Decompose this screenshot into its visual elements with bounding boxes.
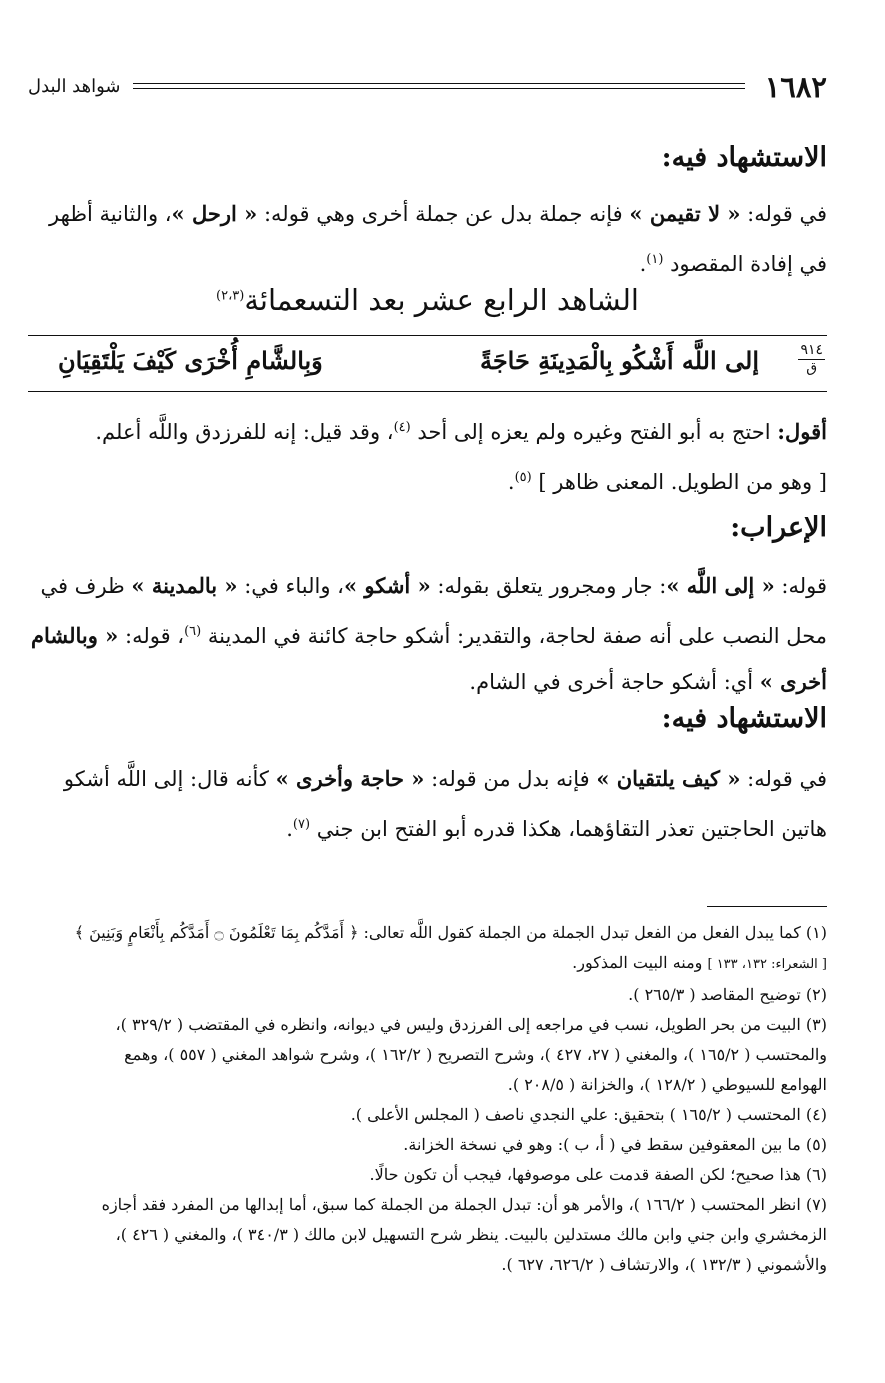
footnote-ref: (١) — [646, 252, 664, 267]
footnote-7-cont: الزمخشري وابن جني وابن مالك مستدلين بالبيت. ينظر شرح التسهيل لابن مالك ( ٣٤٠/٣ )، والمغني ( ٤٢٦ )، — [115, 1225, 827, 1244]
footnote-5: (٥) ما بين المعقوفين سقط في ( أ، ب ): وهو في نسخة الخزانة. — [403, 1135, 827, 1154]
footnote-ref: (٢،٣) — [216, 288, 245, 304]
footnote-3-cont: الهوامع للسيوطي ( ١٢٨/٢ )، والخزانة ( ٢٠٨/٥ ). — [507, 1075, 827, 1094]
verse-number: ٩١٤ ق — [800, 342, 823, 376]
verse-hemistich-first: إلى اللَّه أَشْكُو بِالْمَدِينَةِ حَاجَةً — [479, 346, 759, 375]
paragraph-line: أخرى » أي: أشكو حاجة أخرى في الشام. — [469, 669, 827, 694]
verse-box — [28, 335, 827, 392]
footnote-2: (٢) توضيح المقاصد ( ٢٦٥/٣ ). — [628, 985, 827, 1004]
paragraph-line: قوله: « إلى اللَّه »: جار ومجرور يتعلق بقوله: « أشكو »، والباء في: « بالمدينة » ظرف في — [40, 573, 827, 598]
footnote-ref: (٤) — [393, 420, 411, 435]
footnote-7: (٧) انظر المحتسب ( ١٦٦/٢ )، والأمر هو أن: تبدل الجملة من الجملة كما سبق، أما إبدالها من المفرد فقد أجازه — [101, 1195, 827, 1214]
header-double-rule — [133, 83, 745, 89]
footnote-4: (٤) المحتسب ( ١٦٥/٢ ) بتحقيق: علي النجدي ناصف ( المجلس الأعلى ). — [350, 1105, 827, 1124]
footnote-separator — [707, 906, 827, 907]
footnote-6: (٦) هذا صحيح؛ لكن الصفة قدمت على موصوفها، فيجب أن تكون حالًا. — [369, 1165, 827, 1184]
section-heading-irab: الإعراب: — [730, 512, 827, 543]
paragraph-line: في قوله: « لا تقيمن » فإنه جملة بدل عن جملة أخرى وهي قوله: « ارحل »، والثانية أظهر — [49, 201, 827, 226]
running-title: شواهد البدل — [28, 76, 121, 97]
book-page — [28, 0, 827, 1383]
paragraph-line: في قوله: « كيف يلتقيان » فإنه بدل من قوله: « حاجة وأخرى » كأنه قال: إلى اللَّه أشكو — [63, 766, 827, 791]
footnote-1-cont: [ الشعراء: ١٣٢، ١٣٣ ] ومنه البيت المذكور. — [572, 953, 827, 972]
paragraph-line: في إفادة المقصود $^{(١)}$. — [639, 252, 827, 276]
running-header — [28, 70, 827, 110]
footnotes — [28, 918, 827, 1280]
footnote-7-cont: والأشموني ( ١٣٢/٣ )، والارتشاف ( ٦٢٦/٢، ٦٢٧ ). — [501, 1255, 827, 1274]
paragraph-line: [ وهو من الطويل. المعنى ظاهر ] $^{(٥)}$. — [507, 470, 827, 494]
paragraph-line: هاتين الحاجتين تعذر التقاؤهما، هكذا قدره أبو الفتح ابن جني $^{(٧)}$. — [286, 817, 827, 841]
verse-hemistich-second: وَبِالشَّامِ أُخْرَى كَيْفَ يَلْتَقِيَانِ — [58, 346, 323, 375]
page-number: ١٦٨٢ — [764, 70, 827, 104]
istishhad-paragraph-2 — [28, 756, 827, 852]
istishhad-paragraph — [28, 191, 827, 287]
aqul-paragraph — [28, 405, 827, 505]
paragraph-line: أقول: احتج به أبو الفتح وغيره ولم يعزه إلى أحد $^{(٤)}$، وقد قيل: إنه للفرزدق واللَّه أعلم. — [95, 419, 827, 444]
paragraph-line: محل النصب على أنه صفة لحاجة، والتقدير: أشكو حاجة كائنة في المدينة $^{(٦)}$، قوله: « وبالشام — [30, 623, 827, 648]
footnote-1: (١) كما يبدل الفعل من الفعل تبدل الجملة من الجملة كقول اللَّه تعالى: ﴿ أَمَدَّكُم بِمَا تَعْلَمُونَ ۝ أَمَدَّكُم بِأَنْعَامٍ وَبَنِينَ ﴾ — [74, 923, 827, 942]
footnote-ref: (٧) — [292, 817, 311, 832]
witness-title: الشاهد الرابع عشر بعد التسعمائة$^{(٢،٣)}$ — [216, 283, 639, 317]
section-heading-istishhad-2: الاستشهاد فيه: — [661, 703, 827, 734]
footnote-ref: (٥) — [514, 470, 532, 485]
footnote-3: (٣) البيت من بحر الطويل، نسب في مراجعه إلى الفرزدق وليس في ديوانه، وانظره في المقتضب ( ٣٢٩/٢ )، — [115, 1015, 827, 1034]
footnote-3-cont: والمحتسب ( ١٦٥/٢ )، والمغني ( ٢٧، ٤٢٧ )، وشرح التصريح ( ١٦٢/٢ )، وشرح شواهد المغني ( ٥٥٧ )، وهمع — [124, 1045, 827, 1064]
irab-paragraph — [28, 563, 827, 705]
section-heading-istishhad: الاستشهاد فيه: — [661, 142, 827, 173]
footnote-ref: (٦) — [184, 624, 202, 639]
